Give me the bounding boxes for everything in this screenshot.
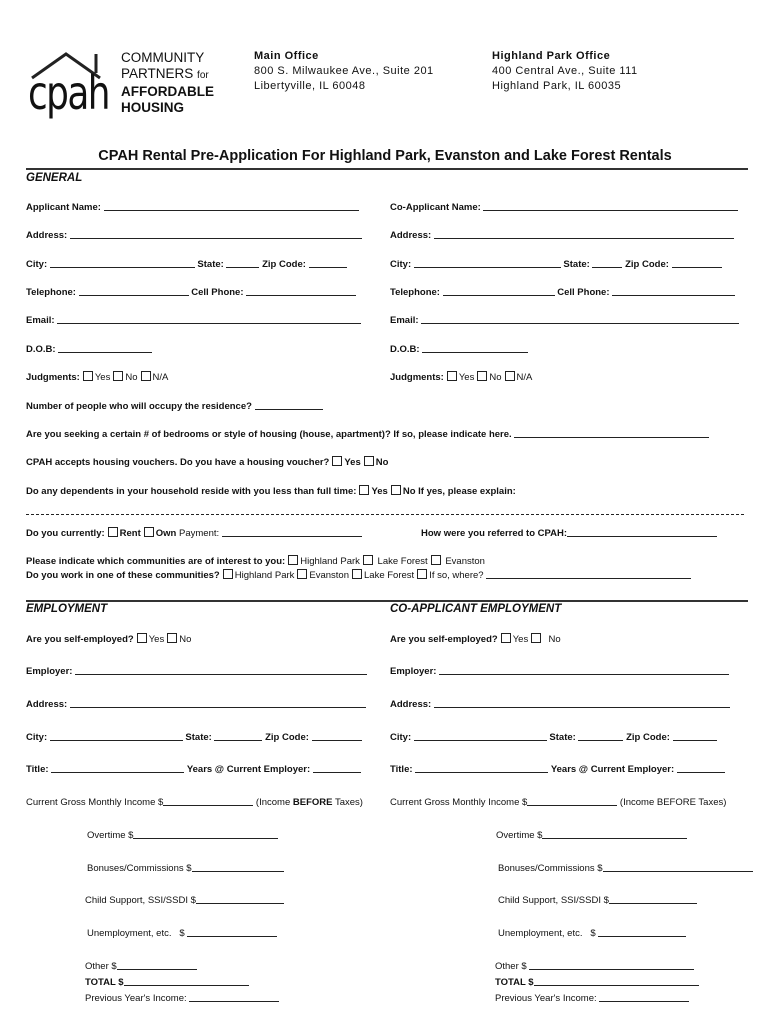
co-self-employed-yes-label: Yes bbox=[512, 634, 529, 645]
own-checkbox[interactable] bbox=[144, 527, 154, 537]
zip-input[interactable] bbox=[309, 258, 347, 268]
q-currently-label: Do you currently: bbox=[26, 528, 105, 539]
voucher-yes-checkbox[interactable] bbox=[332, 456, 342, 466]
emp-title-label: Title: bbox=[26, 764, 49, 775]
judgments-no-label: No bbox=[125, 372, 138, 383]
co-self-employed-no-label: No bbox=[548, 634, 561, 645]
work-if-so-checkbox[interactable] bbox=[417, 569, 427, 579]
city-input[interactable] bbox=[50, 258, 195, 268]
title-rule bbox=[26, 168, 748, 170]
logo-line-affordable: AFFORDABLE bbox=[121, 84, 214, 99]
co-city-input[interactable] bbox=[414, 258, 561, 268]
co-income-label: Current Gross Monthly Income $ bbox=[390, 797, 528, 808]
emp-zip-label: Zip Code: bbox=[265, 732, 309, 743]
state-input[interactable] bbox=[226, 258, 259, 268]
co-income-input[interactable] bbox=[527, 796, 617, 806]
co-emp-state-input[interactable] bbox=[578, 731, 623, 741]
emp-address-label: Address: bbox=[26, 699, 68, 710]
co-address-label: Address: bbox=[390, 230, 432, 241]
co-judgments-no-label: No bbox=[489, 372, 502, 383]
income-before: BEFORE bbox=[292, 797, 333, 808]
total-input[interactable] bbox=[124, 976, 249, 986]
emp-city-label: City: bbox=[26, 732, 48, 743]
interest-evanston-checkbox[interactable] bbox=[431, 555, 441, 565]
co-emp-title-input[interactable] bbox=[415, 763, 548, 773]
co-judgments-no-checkbox[interactable] bbox=[477, 371, 487, 381]
rent-label: Rent bbox=[119, 528, 141, 539]
self-employed-yes-label: Yes bbox=[148, 634, 165, 645]
income-input[interactable] bbox=[163, 796, 253, 806]
employer-label: Employer: bbox=[26, 666, 73, 677]
co-judgments-yes-label: Yes bbox=[458, 372, 475, 383]
unemployment-dollar: $ bbox=[179, 928, 185, 939]
q-people-label: Number of people who will occupy the residence? bbox=[26, 401, 252, 412]
co-cell-input[interactable] bbox=[612, 286, 735, 296]
general-heading: GENERAL bbox=[26, 172, 83, 184]
q-voucher-label: CPAH accepts housing vouchers. Do you have a housing voucher? bbox=[26, 457, 330, 468]
main-office bbox=[254, 49, 434, 94]
q-communities-label: Please indicate which communities are of interest to you: bbox=[26, 556, 286, 567]
work-lake-forest-checkbox[interactable] bbox=[352, 569, 362, 579]
employment-heading: EMPLOYMENT bbox=[26, 603, 108, 615]
co-emp-address-input[interactable] bbox=[434, 698, 730, 708]
zip-label: Zip Code: bbox=[262, 259, 306, 270]
co-city-label: City: bbox=[390, 259, 412, 270]
co-telephone-input[interactable] bbox=[443, 286, 555, 296]
co-zip-label: Zip Code: bbox=[625, 259, 669, 270]
state-label: State: bbox=[197, 259, 224, 270]
dependents-no-label: No bbox=[402, 486, 416, 497]
judgments-no-checkbox[interactable] bbox=[113, 371, 123, 381]
applicant-name-label: Applicant Name: bbox=[26, 202, 101, 213]
co-judgments-na-checkbox[interactable] bbox=[505, 371, 515, 381]
own-label: Own bbox=[155, 528, 177, 539]
emp-state-input[interactable] bbox=[214, 731, 262, 741]
co-prev-income-input[interactable] bbox=[599, 992, 689, 1002]
logo-abbr: cpah bbox=[28, 66, 109, 120]
work-highland-park-label: Highland Park bbox=[234, 570, 295, 581]
logo-line-for: for bbox=[197, 70, 209, 81]
unemployment-label: Unemployment, etc. bbox=[87, 928, 172, 939]
co-address-input[interactable] bbox=[434, 229, 734, 239]
co-emp-title-label: Title: bbox=[390, 764, 413, 775]
co-other-label: Other $ bbox=[495, 961, 527, 972]
logo-line-community: COMMUNITY bbox=[121, 50, 205, 65]
emp-city-input[interactable] bbox=[50, 731, 183, 741]
co-cell-label: Cell Phone: bbox=[557, 287, 610, 298]
email-input[interactable] bbox=[57, 314, 361, 324]
other-input[interactable] bbox=[117, 960, 197, 970]
dependents-yes-label: Yes bbox=[371, 486, 388, 497]
co-self-employed-no-checkbox[interactable] bbox=[531, 633, 541, 643]
dob-input[interactable] bbox=[58, 343, 152, 353]
other-label: Other $ bbox=[85, 961, 117, 972]
co-overtime-label: Overtime $ bbox=[496, 830, 543, 841]
city-label: City: bbox=[26, 259, 48, 270]
co-email-input[interactable] bbox=[421, 314, 739, 324]
co-overtime-input[interactable] bbox=[542, 829, 687, 839]
co-child-support-input[interactable] bbox=[609, 894, 697, 904]
co-prev-income-label: Previous Year's Income: bbox=[495, 993, 597, 1004]
voucher-no-checkbox[interactable] bbox=[364, 456, 374, 466]
emp-state-label: State: bbox=[185, 732, 212, 743]
co-emp-city-input[interactable] bbox=[414, 731, 547, 741]
emp-title-input[interactable] bbox=[51, 763, 184, 773]
child-support-label: Child Support, SSI/SSDI $ bbox=[85, 895, 196, 906]
work-lake-forest-label: Lake Forest bbox=[364, 570, 415, 581]
interest-lake-forest-checkbox[interactable] bbox=[363, 555, 373, 565]
co-child-support-label: Child Support, SSI/SSDI $ bbox=[498, 895, 609, 906]
dependents-no-checkbox[interactable] bbox=[391, 485, 401, 495]
co-total-label: TOTAL $ bbox=[495, 977, 534, 988]
co-state-label: State: bbox=[563, 259, 590, 270]
co-income-suffix: (Income BEFORE Taxes) bbox=[619, 797, 727, 808]
judgments-yes-label: Yes bbox=[94, 372, 111, 383]
q-referred-label: How were you referred to CPAH: bbox=[421, 528, 568, 539]
co-telephone-label: Telephone: bbox=[390, 287, 440, 298]
voucher-yes-label: Yes bbox=[344, 457, 361, 468]
address-input[interactable] bbox=[70, 229, 362, 239]
overtime-input[interactable] bbox=[133, 829, 278, 839]
work-evanston-label: Evanston bbox=[309, 570, 350, 581]
judgments-na-checkbox[interactable] bbox=[141, 371, 151, 381]
address-label: Address: bbox=[26, 230, 68, 241]
co-unemployment-dollar: $ bbox=[590, 928, 596, 939]
co-bonuses-input[interactable] bbox=[603, 862, 753, 872]
telephone-input[interactable] bbox=[79, 286, 189, 296]
income-suffix-a: (Income bbox=[255, 797, 293, 808]
q-bedrooms-label: Are you seeking a certain # of bedrooms or style of housing (house, apartment)? If so, please indicate here. bbox=[26, 429, 512, 440]
prev-income-input[interactable] bbox=[189, 992, 279, 1002]
years-label: Years @ Current Employer: bbox=[186, 764, 311, 775]
co-years-label: Years @ Current Employer: bbox=[550, 764, 675, 775]
co-state-input[interactable] bbox=[592, 258, 622, 268]
co-emp-zip-label: Zip Code: bbox=[626, 732, 670, 743]
telephone-label: Telephone: bbox=[26, 287, 76, 298]
self-employed-yes-checkbox[interactable] bbox=[137, 633, 147, 643]
co-judgments-yes-checkbox[interactable] bbox=[447, 371, 457, 381]
total-label: TOTAL $ bbox=[85, 977, 124, 988]
hp-office-line2: Highland Park, IL 60035 bbox=[492, 80, 622, 92]
co-emp-state-label: State: bbox=[549, 732, 576, 743]
work-if-so-label: If so, where? bbox=[429, 570, 484, 581]
co-employer-label: Employer: bbox=[390, 666, 437, 677]
self-employed-label: Are you self-employed? bbox=[26, 634, 134, 645]
overtime-label: Overtime $ bbox=[87, 830, 134, 841]
interest-evanston-label: Evanston bbox=[445, 556, 485, 567]
judgments-yes-checkbox[interactable] bbox=[83, 371, 93, 381]
emp-zip-input[interactable] bbox=[312, 731, 362, 741]
cell-label: Cell Phone: bbox=[191, 287, 244, 298]
rent-checkbox[interactable] bbox=[108, 527, 118, 537]
co-bonuses-label: Bonuses/Commissions $ bbox=[498, 863, 603, 874]
years-input[interactable] bbox=[313, 763, 361, 773]
q-dependents-label: Do any dependents in your household reside with you less than full time: bbox=[26, 486, 357, 497]
work-evanston-checkbox[interactable] bbox=[297, 569, 307, 579]
co-applicant-name-input[interactable] bbox=[483, 201, 738, 211]
dependents-yes-checkbox[interactable] bbox=[359, 485, 369, 495]
emp-address-input[interactable] bbox=[70, 698, 366, 708]
co-judgments-na-label: N/A bbox=[516, 372, 533, 383]
q-bedrooms-input[interactable] bbox=[514, 428, 709, 438]
logo-line-partners: PARTNERS bbox=[121, 66, 194, 81]
employment-rule bbox=[26, 600, 748, 602]
main-office-title: Main Office bbox=[254, 50, 319, 62]
page-title: CPAH Rental Pre-Application For Highland Park, Evanston and Lake Forest Rentals bbox=[98, 148, 672, 164]
co-emp-address-label: Address: bbox=[390, 699, 432, 710]
dob-label: D.O.B: bbox=[26, 344, 56, 355]
logo-line-housing: HOUSING bbox=[121, 100, 185, 115]
prev-income-label: Previous Year's Income: bbox=[85, 993, 187, 1004]
dependents-explain-line[interactable] bbox=[26, 514, 744, 515]
income-suffix-b: Taxes) bbox=[332, 797, 363, 808]
q-people-input[interactable] bbox=[255, 400, 323, 410]
email-label: Email: bbox=[26, 315, 55, 326]
co-self-employed-yes-checkbox[interactable] bbox=[501, 633, 511, 643]
co-employment-heading: CO-APPLICANT EMPLOYMENT bbox=[390, 603, 562, 615]
hp-office bbox=[492, 49, 638, 94]
work-where-input[interactable] bbox=[486, 569, 691, 579]
co-dob-input[interactable] bbox=[422, 343, 528, 353]
logo bbox=[26, 48, 226, 123]
co-years-input[interactable] bbox=[677, 763, 725, 773]
self-employed-no-checkbox[interactable] bbox=[167, 633, 177, 643]
hp-office-title: Highland Park Office bbox=[492, 50, 611, 62]
interest-highland-park-label: Highland Park bbox=[300, 556, 360, 567]
co-employer-input[interactable] bbox=[439, 665, 729, 675]
payment-input[interactable] bbox=[222, 527, 362, 537]
self-employed-no-label: No bbox=[179, 634, 192, 645]
co-applicant-name-label: Co-Applicant Name: bbox=[390, 202, 481, 213]
dependents-explain-label: If yes, please explain: bbox=[418, 486, 516, 497]
co-total-input[interactable] bbox=[534, 976, 699, 986]
main-office-line2: Libertyville, IL 60048 bbox=[254, 80, 366, 92]
interest-lake-forest-label: Lake Forest bbox=[377, 556, 428, 567]
main-office-line1: 800 S. Milwaukee Ave., Suite 201 bbox=[254, 65, 434, 77]
co-other-input[interactable] bbox=[529, 960, 694, 970]
hp-office-line1: 400 Central Ave., Suite 111 bbox=[492, 65, 638, 77]
work-highland-park-checkbox[interactable] bbox=[223, 569, 233, 579]
voucher-no-label: No bbox=[375, 457, 389, 468]
co-unemployment-input[interactable] bbox=[598, 927, 686, 937]
interest-highland-park-checkbox[interactable] bbox=[288, 555, 298, 565]
unemployment-input[interactable] bbox=[187, 927, 277, 937]
co-judgments-label: Judgments: bbox=[390, 372, 444, 383]
co-emp-city-label: City: bbox=[390, 732, 412, 743]
co-email-label: Email: bbox=[390, 315, 419, 326]
co-dob-label: D.O.B: bbox=[390, 344, 420, 355]
co-emp-zip-input[interactable] bbox=[673, 731, 717, 741]
child-support-input[interactable] bbox=[196, 894, 284, 904]
co-unemployment-label: Unemployment, etc. bbox=[498, 928, 583, 939]
employer-input[interactable] bbox=[75, 665, 367, 675]
q-work-label: Do you work in one of these communities? bbox=[26, 570, 220, 581]
judgments-label: Judgments: bbox=[26, 372, 80, 383]
judgments-na-label: N/A bbox=[152, 372, 169, 383]
applicant-name-input[interactable] bbox=[104, 201, 359, 211]
co-zip-input[interactable] bbox=[672, 258, 722, 268]
income-label: Current Gross Monthly Income $ bbox=[26, 797, 164, 808]
co-self-employed-label: Are you self-employed? bbox=[390, 634, 498, 645]
bonuses-label: Bonuses/Commissions $ bbox=[87, 863, 192, 874]
payment-label: Payment: bbox=[179, 528, 220, 539]
cell-input[interactable] bbox=[246, 286, 356, 296]
referred-input[interactable] bbox=[567, 527, 717, 537]
bonuses-input[interactable] bbox=[192, 862, 284, 872]
